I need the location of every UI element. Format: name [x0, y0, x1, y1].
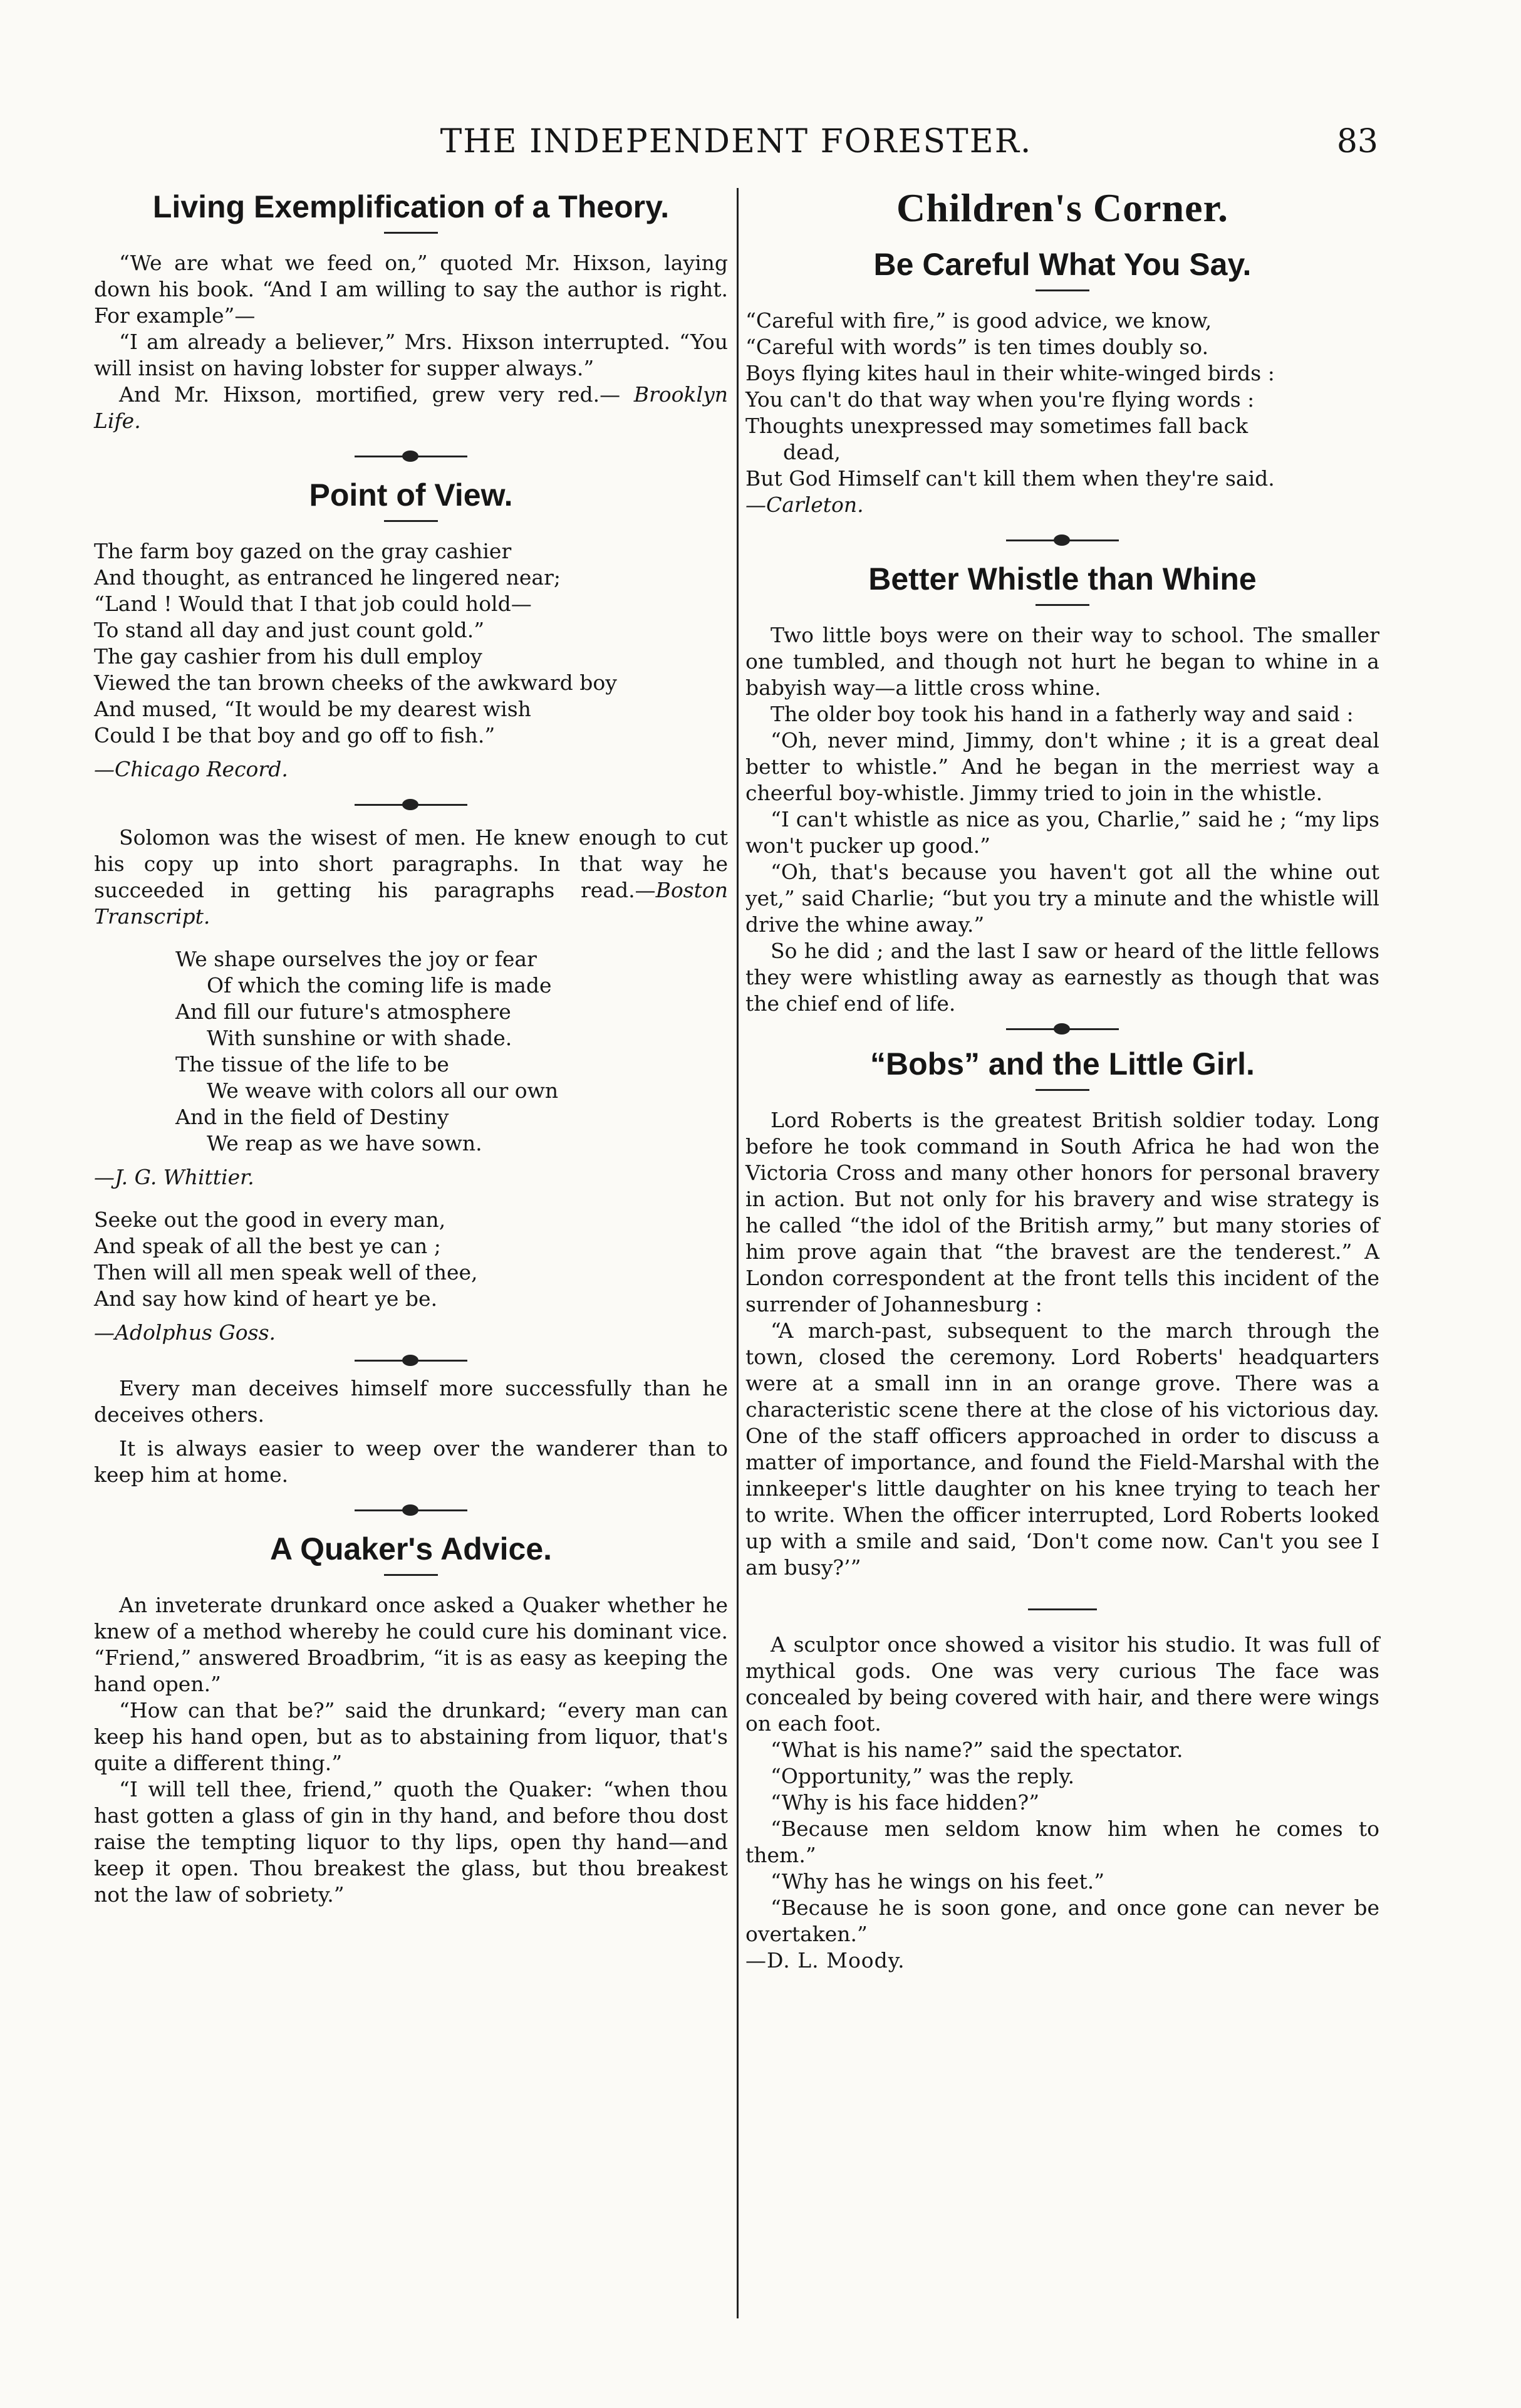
poem-line: You can't do that way when you're flying words : — [745, 387, 1255, 412]
title-rule — [384, 232, 438, 234]
source-credit: —D. L. Moody. — [745, 1948, 905, 1973]
paragraph: Two little boys were on their way to school. The smaller one tumbled, and though not hurt he began to whine in a babyish way—a little cross whine. — [745, 623, 1379, 700]
paragraph: “A march-past, subsequent to the march through the town, closed the ceremony. Lord Roberts' headquarters were at a small inn in an orange grove. There was a characteristic scene there at the close of his victorious day. One of the staff officers approached in order to discuss a matter of importance, and found the Field-Marshal with the innkeeper's little daughter on his knee trying to teach her to write. When the officer interrupted, Lord Roberts looked up with a smile and said, ‘Don't come now. Can't you see I am busy?’” — [745, 1318, 1379, 1580]
paragraph-text: Solomon was the wisest of men. He knew enough to cut his copy up into short paragraphs. In that way he succeeded in getting his paragraphs read.— — [94, 825, 728, 902]
ornament-divider — [355, 1509, 467, 1511]
poem-line: We shape ourselves the joy or fear — [175, 947, 537, 971]
poem-line: The farm boy gazed on the gray cashier — [94, 539, 512, 563]
source-credit: Brooklyn Life. — [94, 382, 728, 433]
paragraph: “We are what we feed on,” quoted Mr. Hixson, laying down his book. “And I am willing to say the author is right. For example”— — [94, 251, 728, 328]
paragraph: “Why has he wings on his feet.” — [771, 1869, 1105, 1894]
poem-line: To stand all day and just count gold.” — [94, 618, 485, 642]
title-rule — [1036, 1089, 1089, 1091]
poem-line: And mused, “It would be my dearest wish — [94, 697, 531, 721]
paragraph: “Oh, that's because you haven't got all the whine out yet,” said Charlie; “but you try a minute and the whistle will drive the whine away.” — [745, 860, 1379, 937]
paragraph: An inveterate drunkard once asked a Quaker whether he knew of a method whereby he could cure his dominant vice. “Friend,” answered Broadbrim, “it is as easy as keeping the hand open.” — [94, 1593, 728, 1696]
poem-line: And thought, as entranced he lingered near; — [94, 565, 561, 590]
article-title: “Bobs” and the Little Girl. — [870, 1046, 1255, 1082]
paragraph — [94, 825, 728, 930]
paragraph: Lord Roberts is the greatest British soldier today. Long before he took command in South Africa he had won the Victoria Cross and many other honors for personal bravery in action. But not only for his bravery and wise strategy is he called “the idol of the British army,” but many stories of him prove again that “the bravest are the tenderest.” A London correspondent at the front tells this incident of the surrender of Johannesburg : — [745, 1108, 1379, 1316]
left-column — [94, 182, 728, 2325]
ornament-divider — [1006, 1028, 1119, 1030]
article-title: A Quaker's Advice. — [269, 1531, 553, 1566]
poem-line: We weave with colors all our own — [207, 1078, 559, 1103]
poem-line: Could I be that boy and go off to fish.” — [94, 723, 496, 748]
article-title: Better Whistle than Whine — [868, 561, 1257, 597]
source-credit: Boston Transcript. — [94, 878, 728, 929]
poem — [94, 538, 728, 749]
paragraph: So he did ; and the last I saw or heard of the little fellows they were whistling away as earnestly as though that was the chief end of life. — [745, 939, 1379, 1016]
column-title: Children's Corner. — [896, 185, 1229, 230]
paragraph: “How can that be?” said the drunkard; “every man can keep his hand open, but as to abstaining from liquor, that's quite a different thing.” — [94, 1698, 728, 1775]
poem-line: Then will all men speak well of thee, — [94, 1260, 478, 1285]
poem-line: And in the field of Destiny — [175, 1105, 449, 1129]
title-rule — [1036, 604, 1089, 606]
ornament-divider — [355, 456, 467, 457]
source-credit: —Carleton. — [745, 493, 864, 517]
paragraph: “Why is his face hidden?” — [771, 1790, 1040, 1815]
poem-line: “Careful with fire,” is good advice, we know, — [745, 308, 1212, 333]
article-title: Living Exemplification of a Theory. — [152, 189, 670, 224]
article-title: Point of View. — [309, 477, 513, 513]
poem — [94, 1207, 728, 1312]
paragraph: Every man deceives himself more successfully than he deceives others. — [94, 1376, 728, 1427]
source-credit: —J. G. Whittier. — [94, 1165, 254, 1189]
right-column — [745, 182, 1379, 2325]
article-title: Be Careful What You Say. — [873, 247, 1252, 282]
ornament-divider — [355, 1360, 467, 1362]
poem-line: dead, — [783, 440, 841, 464]
paragraph: “What is his name?” said the spectator. — [771, 1738, 1183, 1762]
journal-title: THE INDEPENDENT FORESTER. — [440, 123, 1032, 160]
paragraph: “Oh, never mind, Jimmy, don't whine ; it is a great deal better to whistle.” And he began in the merriest way a cheerful boy-whistle. Jimmy tried to join in the whistle. — [745, 728, 1379, 805]
title-rule — [1036, 289, 1089, 291]
poem-line: Boys flying kites haul in their white-winged birds : — [745, 361, 1275, 385]
poem-line: With sunshine or with shade. — [207, 1026, 512, 1050]
paragraph: The older boy took his hand in a fatherly way and said : — [771, 702, 1354, 726]
poem-line: Thoughts unexpressed may sometimes fall back — [745, 414, 1248, 438]
running-header — [94, 123, 1378, 173]
poem-line: And speak of all the best ye can ; — [94, 1234, 441, 1258]
poem-line: But God Himself can't kill them when they're said. — [745, 466, 1275, 491]
page-number: 83 — [1336, 123, 1378, 160]
poem-line: The gay cashier from his dull employ — [94, 644, 482, 669]
paragraph — [94, 382, 728, 434]
paragraph: “Because he is soon gone, and once gone can never be overtaken.” — [745, 1895, 1379, 1946]
title-rule — [384, 520, 438, 522]
paragraph: “I can't whistle as nice as you, Charlie,” said he ; “my lips won't pucker up good.” — [745, 807, 1379, 858]
paragraph: A sculptor once showed a visitor his studio. It was full of mythical gods. One was very curious The face was concealed by being covered with hair, and there were wings on each foot. — [745, 1632, 1379, 1736]
paragraph: “Because men seldom know him when he comes to them.” — [745, 1816, 1379, 1867]
paragraph: It is always easier to weep over the wanderer than to keep him at home. — [94, 1436, 728, 1487]
column-divider — [737, 188, 739, 2318]
source-credit: —Adolphus Goss. — [94, 1320, 276, 1345]
source-credit: —Chicago Record. — [94, 757, 288, 781]
poem-line: And say how kind of heart ye be. — [94, 1286, 438, 1311]
title-rule — [384, 1574, 438, 1576]
paragraph-text: And Mr. Hixson, mortified, grew very red.— — [119, 382, 621, 407]
section-rule — [1028, 1608, 1097, 1610]
poem-line: Viewed the tan brown cheeks of the awkward boy — [94, 670, 617, 695]
paragraph: “Opportunity,” was the reply. — [771, 1764, 1075, 1788]
paragraph: “I will tell thee, friend,” quoth the Quaker: “when thou hast gotten a glass of gin in thy hand, and before thou dost raise the tempting liquor to thy lips, open thy hand—and keep it open. Thou breakest the glass, but thou breakest not the law of sobriety.” — [94, 1777, 728, 1907]
poem-line: “Land ! Would that I that job could hold— — [94, 592, 532, 616]
ornament-divider — [1006, 539, 1119, 541]
poem-line: The tissue of the life to be — [175, 1052, 449, 1076]
poem-line: Seeke out the good in every man, — [94, 1207, 446, 1232]
poem — [745, 308, 1379, 492]
ornament-divider — [355, 804, 467, 806]
paragraph: “I am already a believer,” Mrs. Hixson interrupted. “You will insist on having lobster for supper always.” — [94, 330, 728, 380]
poem — [94, 946, 728, 1157]
poem-line: Of which the coming life is made — [207, 973, 552, 998]
poem-line: “Careful with words” is ten times doubly so. — [745, 335, 1209, 359]
poem-line: We reap as we have sown. — [207, 1131, 482, 1155]
poem-line: And fill our future's atmosphere — [175, 999, 511, 1024]
